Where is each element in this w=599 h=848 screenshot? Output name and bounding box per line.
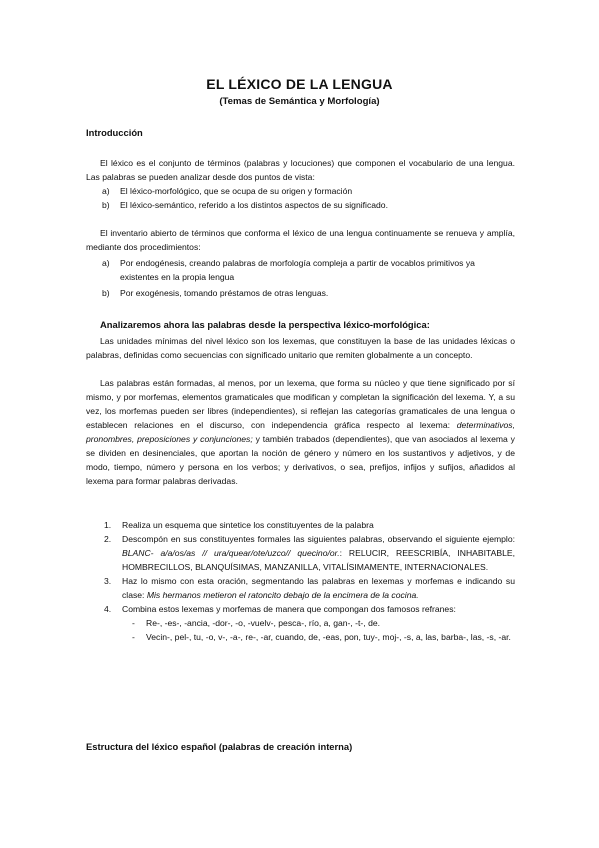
exercise-item	[86, 518, 515, 532]
exercise-number: 1.	[104, 520, 112, 530]
document-subtitle: (Temas de Semántica y Morfología)	[219, 96, 380, 107]
intro-paragraph-2: El inventario abierto de términos que conforma el léxico de una lengua continuamente se renueva y amplía, mediante dos procedimientos:	[86, 228, 515, 252]
paragraph-emphasis: determinativos, pronombres, preposiciones y conjunciones;	[86, 420, 515, 444]
list-item-text: Por endogénesis, creando palabras de morfología compleja a partir de vocablos primitivos ya existentes en la propia lengua	[120, 258, 475, 282]
exercise-item	[86, 532, 515, 574]
list-marker: a)	[102, 186, 110, 196]
list-marker: b)	[102, 200, 110, 210]
list-item	[86, 198, 515, 212]
exercise-text: Combina estos lexemas y morfemas de manera que compongan dos famosos refranes:	[122, 604, 456, 614]
document-title: EL LÉXICO DE LA LENGUA	[206, 76, 393, 92]
analysis-paragraph-2	[86, 376, 515, 488]
list-item-text: Por exogénesis, tomando préstamos de otras lenguas.	[120, 288, 329, 298]
exercise-text: Descompón en sus constituyentes formales las siguientes palabras, observando el siguiente ejemplo:	[122, 534, 515, 544]
exercise-text: Haz lo mismo con esta oración, segmentando las palabras en lexemas y morfemas e indicando su clase:	[122, 576, 515, 600]
list-marker: a)	[102, 258, 110, 268]
intro-paragraph-1: El léxico es el conjunto de términos (palabras y locuciones) que componen el vocabulario de una lengua. Las palabras se pueden analizar desde dos puntos de vista:	[86, 158, 515, 182]
structure-heading: Estructura del léxico español (palabras de creación interna)	[86, 741, 353, 752]
paragraph-text: Las palabras están formadas, al menos, por un lexema, que forma su núcleo y que tiene significado por sí mismo, y por morfemas, elementos gramaticales que modifican y completan la significación del lexema. Y, a su vez, los morfemas pueden ser libres (independientes), si reflejan las categorías gramaticales de una lengua o establecen relaciones en el discurso, con independencia gráfica respecto al lexema:	[86, 378, 515, 430]
paragraph-text: y también trabados (dependientes), que van asociados al lexema y se dividen en desinenciales, que aportan la noción de género y número en los sustantivos y adjetivos, y de modo, tiempo, número y persona en los verbos; y derivativos, o sea, prefijos, infijos y sufijos, añadidos al lexema para formar palabras derivadas.	[86, 434, 515, 486]
list-item-text: El léxico-morfológico, que se ocupa de su origen y formación	[120, 186, 353, 196]
refrain-item	[86, 630, 515, 644]
exercise-text: : RELUCIR, REESCRIBÍA, INHABITABLE, HOMBRECILLOS, BLANQUÍSIMAS, MANZANILLA, VITALÍSIMAMENTE, INTERNACIONALES.	[122, 548, 515, 572]
list-item	[86, 184, 515, 198]
exercise-number: 3.	[104, 576, 112, 586]
intro-list-1	[86, 184, 515, 212]
intro-heading: Introducción	[86, 127, 143, 138]
analysis-heading: Analizaremos ahora las palabras desde la perspectiva léxico-morfológica:	[100, 319, 430, 330]
list-marker: b)	[102, 288, 110, 298]
refrain-item	[86, 616, 515, 630]
list-item	[86, 256, 515, 284]
exercise-number: 4.	[104, 604, 112, 614]
refrain-text: Re-, -es-, -ancia, -dor-, -o, -vuelv-, pesca-, río, a, gan-, -t-, de.	[146, 618, 381, 628]
exercise-text: Realiza un esquema que sintetice los constituyentes de la palabra	[122, 520, 374, 530]
exercise-item	[86, 574, 515, 602]
list-item-text: El léxico-semántico, referido a los distintos aspectos de su significado.	[120, 200, 388, 210]
exercise-number: 2.	[104, 534, 112, 544]
intro-list-2	[86, 256, 515, 300]
refrain-text: Vecin-, pel-, tu, -o, v-, -a-, re-, -ar, cuando, de, -eas, pon, tuy-, moj-, -s, a, las, barba-, las, -s, -ar.	[146, 632, 511, 642]
exercise-item	[86, 602, 515, 616]
dash-marker: -	[132, 618, 135, 628]
exercise-list	[86, 518, 515, 644]
dash-marker: -	[132, 632, 135, 642]
exercise-example: BLANC- a/a/os/as // ura/quear/ote/uzco// quecino/or.	[122, 548, 340, 558]
exercise-sentence: Mis hermanos metieron el ratoncito debajo de la encimera de la cocina.	[146, 590, 419, 600]
analysis-paragraph-1: Las unidades mínimas del nivel léxico son los lexemas, que constituyen la base de las unidades léxicas o palabras, definidas como secuencias con significado unitario que remiten globalmente a un concepto.	[86, 336, 515, 360]
list-item	[86, 286, 515, 300]
